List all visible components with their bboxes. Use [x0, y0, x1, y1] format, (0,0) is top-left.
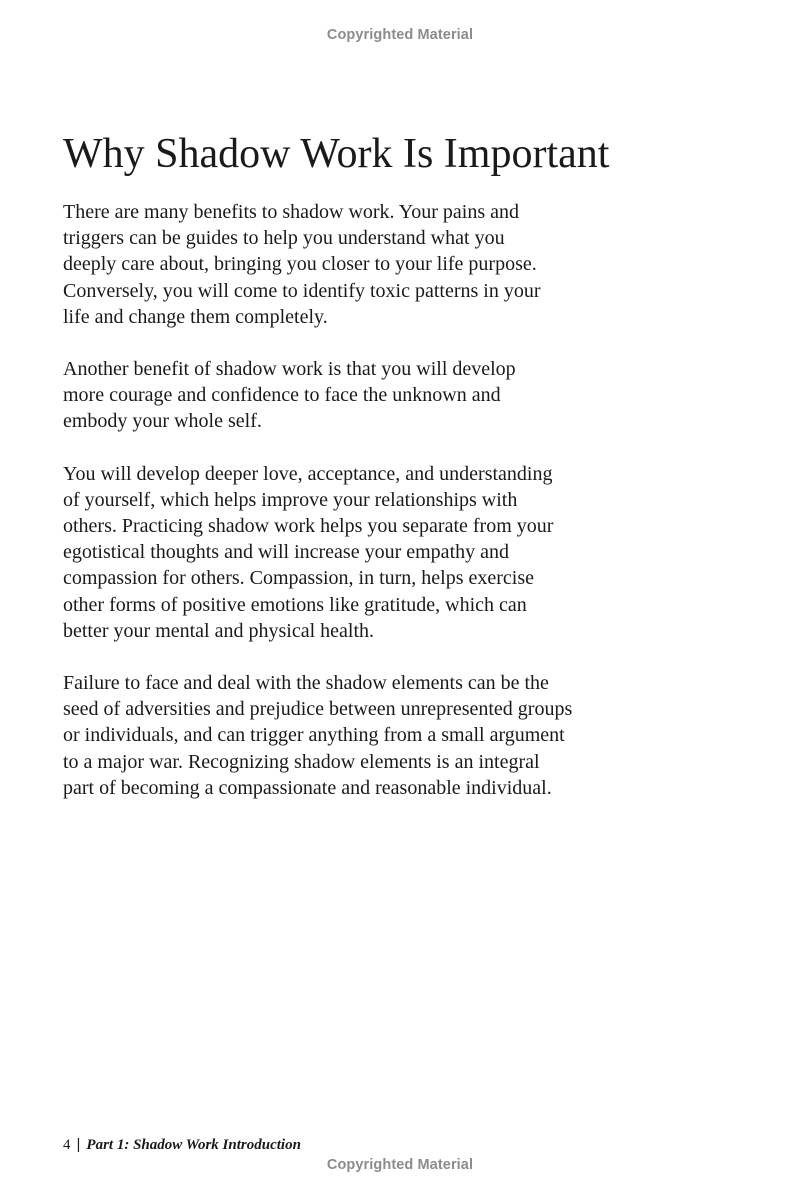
text-line: others. Practicing shadow work helps you separate from your	[63, 515, 554, 538]
text-line: Failure to face and deal with the shadow elements can be the	[63, 672, 549, 695]
text-line: or individuals, and can trigger anything from a small argument	[63, 724, 565, 747]
text-line: to a major war. Recognizing shadow elements is an integral	[63, 750, 540, 773]
text-line: Conversely, you will come to identify toxic patterns in your	[63, 279, 541, 302]
text-line: deeply care about, bringing you closer to your life purpose.	[63, 253, 537, 276]
page-footer	[63, 1135, 301, 1155]
paragraph-3	[63, 461, 653, 644]
copyright-watermark-top: Copyrighted Material	[326, 27, 474, 43]
text-line: There are many benefits to shadow work. Your pains and	[63, 201, 520, 223]
text-line: egotistical thoughts and will increase your empathy and	[63, 541, 509, 564]
text-line: triggers can be guides to help you understand what you	[63, 227, 505, 250]
body-text	[63, 199, 653, 827]
page-title: Why Shadow Work Is Important	[63, 131, 610, 177]
text-line: of yourself, which helps improve your relationships with	[63, 488, 518, 511]
text-line: embody your whole self.	[63, 410, 262, 433]
text-line: You will develop deeper love, acceptance, and understanding	[63, 462, 553, 485]
text-line: compassion for others. Compassion, in turn, helps exercise	[63, 567, 535, 590]
page-number: 4	[63, 1137, 71, 1153]
text-line: seed of adversities and prejudice between unrepresented groups	[63, 698, 573, 721]
paragraph-1	[63, 199, 653, 330]
copyright-watermark-bottom: Copyrighted Material	[326, 1157, 474, 1173]
section-title: Part 1: Shadow Work Introduction	[86, 1137, 301, 1153]
paragraph-4	[63, 670, 653, 801]
paragraph-2	[63, 356, 653, 435]
text-line: more courage and confidence to face the unknown and	[63, 384, 501, 407]
text-line: Another benefit of shadow work is that you will develop	[63, 358, 516, 381]
text-line: part of becoming a compassionate and reasonable individual.	[63, 776, 552, 799]
footer-separator: |	[76, 1136, 81, 1153]
text-line: other forms of positive emotions like gratitude, which can	[63, 593, 527, 616]
text-line: life and change them completely.	[63, 305, 328, 328]
text-line: better your mental and physical health.	[63, 619, 375, 642]
